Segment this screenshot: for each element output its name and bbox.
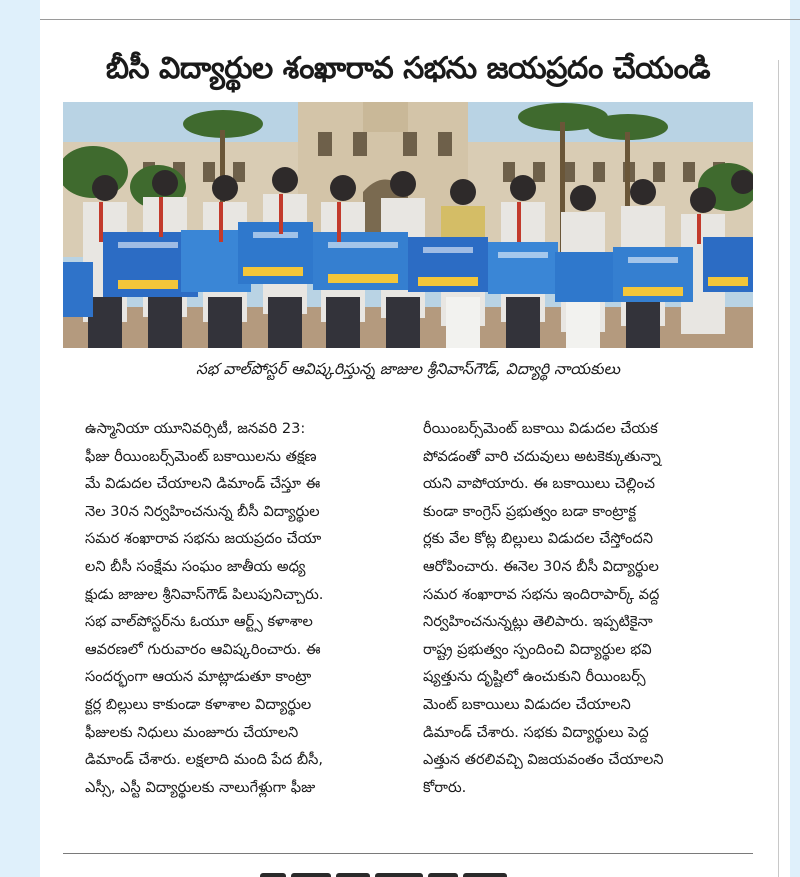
body-line: క్టర్ల బిల్లులు కాకుండా కళాశాల విద్యార్థుల xyxy=(85,695,312,713)
body-line: ఉస్మానియా యూనివర్సిటీ, జనవరి 23: xyxy=(85,420,306,437)
body-line: యని వాపోయారు. ఈ బకాయిలు చెల్లించ xyxy=(423,475,655,493)
body-line: నెల 30న నిర్వహించనున్న బీసీ విద్యార్థుల xyxy=(85,502,320,520)
next-headline-cropped xyxy=(260,866,560,877)
article-column-left xyxy=(85,415,390,801)
body-line: సభ వాల్‌పోస్టర్‌ను ఓయూ ఆర్ట్స్ కళాశాల xyxy=(85,613,313,631)
top-divider xyxy=(40,19,800,20)
body-line: రీయింబర్స్‌మెంట్ బకాయి విడుదల చేయక xyxy=(423,420,658,437)
body-line: ష్యత్తును దృష్టిలో ఉంచుకుని రీయింబర్స్ xyxy=(423,668,646,686)
body-line: ఆవరణలో గురువారం ఆవిష్కరించారు. ఈ xyxy=(85,640,321,658)
page-margin-left xyxy=(0,0,40,877)
body-line: ఫీజు రీయింబర్స్‌మెంట్ బకాయిలను తక్షణ xyxy=(85,447,317,465)
body-line: సమర శంఖారావ సభను ఇందిరాపార్క్ వద్ద xyxy=(423,585,660,603)
article-headline: బీసీ విద్యార్థుల శంఖారావ సభను జయప్రదం చేయండి xyxy=(105,51,711,86)
body-line: మెంట్ బకాయిలు విడుదల చేయాలని xyxy=(423,695,631,713)
body-line: డిమాండ్ చేశారు. లక్షలాది మంది పేద బీసీ, xyxy=(85,751,323,769)
body-line: నిర్వహించనున్నట్లు తెలిపారు. ఇప్పటికైనా xyxy=(423,613,653,631)
bottom-divider xyxy=(63,853,753,854)
body-line: రాష్ట్ర ప్రభుత్వం స్పందించి విద్యార్థుల భవి xyxy=(423,640,652,658)
body-line: ర్లకు వేల కోట్ల బిల్లులు విడుదల చేస్తోందని xyxy=(423,530,653,548)
body-line: ఎత్తున తరలివచ్చి విజయవంతం చేయాలని xyxy=(423,751,664,769)
body-line: ఎస్సీ, ఎస్టీ విద్యార్థులకు నాలుగేళ్లుగా ఫీజు xyxy=(85,778,316,796)
body-line: మే విడుదల చేయాలని డిమాండ్ చేస్తూ ఈ xyxy=(85,475,321,493)
body-line: ఫీజులకు నిధులు మంజూరు చేయాలని xyxy=(85,723,299,741)
body-line: లని బీసీ సంక్షేమ సంఘం జాతీయ అధ్య xyxy=(85,557,306,575)
page-margin-right xyxy=(790,0,800,877)
body-line: ఆరోపించారు. ఈనెల 30న బీసీ విద్యార్థుల xyxy=(423,557,659,575)
news-photo xyxy=(63,102,753,348)
body-line: కోరారు. xyxy=(423,778,467,796)
photo-caption: సభ వాల్‌పోస్టర్ ఆవిష్కరిస్తున్న జాజుల శ్రీనివాస్‌గౌడ్, విద్యార్థి నాయకులు xyxy=(195,360,621,378)
body-line: సమర శంఖారావ సభను జయప్రదం చేయా xyxy=(85,530,322,548)
body-line: పోవడంతో వారి చదువులు అటకెక్కుతున్నా xyxy=(423,447,661,465)
body-line: క్షుడు జాజుల శ్రీనివాస్‌గౌడ్ పిలుపునిచ్చారు. xyxy=(85,585,324,603)
article-column-right xyxy=(423,415,755,801)
body-line: డిమాండ్ చేశారు. సభకు విద్యార్థులు పెద్ద xyxy=(423,723,649,741)
body-line: సందర్భంగా ఆయన మాట్లాడుతూ కాంట్రా xyxy=(85,668,312,686)
body-line: కుండా కాంగ్రెస్ ప్రభుత్వం బడా కాంట్రాక్ట xyxy=(423,502,636,520)
column-divider-right xyxy=(778,60,779,877)
